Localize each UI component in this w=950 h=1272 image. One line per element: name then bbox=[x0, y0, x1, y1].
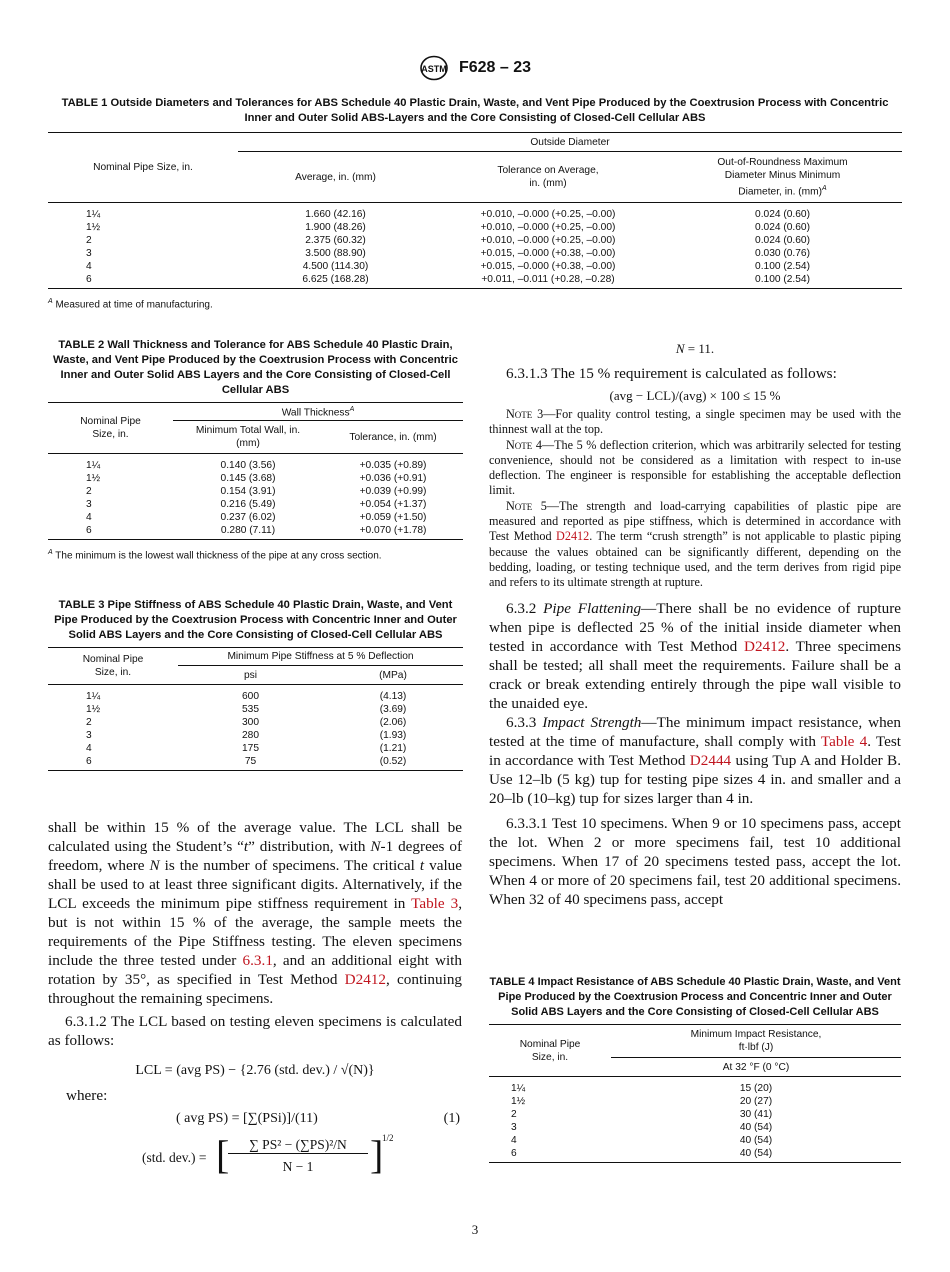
table-cell-size: 2 bbox=[86, 235, 92, 246]
equation-n-11: N = 11. bbox=[675, 341, 715, 356]
table-cell-psi: 600 bbox=[242, 691, 259, 702]
table-1-footnote: $^A$ Measured at time of manufacturing. bbox=[48, 298, 213, 311]
table-cell-size: 3 bbox=[511, 1122, 517, 1133]
table-cell-size: 1¼ bbox=[511, 1083, 526, 1094]
table-cell-tol: +0.010, –0.000 (+0.25, –0.00) bbox=[480, 222, 616, 233]
table-row bbox=[48, 472, 463, 485]
table-cell-mpa: (1.21) bbox=[379, 743, 407, 754]
table-cell-size: 6 bbox=[48, 524, 173, 540]
t3-col-mpa: (MPa) bbox=[323, 666, 463, 685]
table-row bbox=[48, 729, 463, 742]
note-5: Note 5—The strength and load-carrying capabilities of plastic pipe are measured and reported as pipe stiffness, which is determined in accordance with Test Method D2412. The term “crush strength” is not applicable to plastic piping because the values obtained can be significantly different, depending on the bedding, loading, or testing technique used, and the term derives from rigid pipe and refers to its ultimate strength at rupture. bbox=[489, 498, 902, 590]
table-cell-min: 0.145 (3.68) bbox=[220, 473, 276, 484]
t4-col-size: Nominal Pipe Size, in. bbox=[489, 1025, 611, 1077]
table-cell-size: 1¼ bbox=[86, 460, 101, 471]
table-cell-tol: +0.070 (+1.78) bbox=[323, 524, 463, 540]
paragraph-6-3-1-2: 6.3.1.2 The LCL based on testing eleven specimens is calculated as follows: bbox=[48, 1013, 462, 1049]
paragraph-6-3-3: 6.3.3 Impact Strength—The minimum impact resistance, when tested at the time of manufacture, shall comply with Table 4. Test in accordance with Test Method D2444 using Tup A and Holder B. Use 12–lb (5 kg) tup for testing pipe sizes 4 in. and smaller and a 20–lb (10–kg) tup for sizes larger than 4 in. bbox=[489, 713, 902, 807]
table-4-caption: TABLE 4 Impact Resistance of ABS Schedule 40 Plastic Drain, Waste, and Vent Pipe Produced by the Coextrusion Process and Concentric Inner and Outer Solid ABS Layers and the Core Consisting of Closed-Cell Cellular ABS bbox=[489, 976, 901, 1018]
table-2-block bbox=[48, 338, 463, 562]
t2-col-tol: Tolerance, in. (mm) bbox=[323, 421, 463, 454]
table-row bbox=[48, 485, 463, 498]
table-cell-min: 0.237 (6.02) bbox=[220, 512, 276, 523]
table-cell-size: 3 bbox=[86, 730, 92, 741]
table-row bbox=[48, 755, 463, 771]
link-d2444[interactable]: D2444 bbox=[689, 751, 732, 769]
table-row bbox=[489, 1134, 901, 1147]
table-cell-size: 3 bbox=[86, 499, 92, 510]
table-3 bbox=[48, 647, 463, 771]
table-cell-size: 4 bbox=[511, 1135, 517, 1146]
table-cell-avg: 4.500 (114.30) bbox=[302, 261, 369, 272]
document-id: F628 – 23 bbox=[458, 59, 532, 76]
equation-number: (1) bbox=[443, 1111, 460, 1126]
table-row bbox=[48, 716, 463, 729]
paragraph-6-3-1-3: 6.3.1.3 The 15 % requirement is calculated as follows: bbox=[506, 365, 837, 382]
paragraph-6-3-3-1: 6.3.3.1 Test 10 specimens. When 9 or 10 specimens pass, accept the lot. When 2 or more specimens fail, test 10 additional specimens. When 17 of 20 specimens tested pass, accept the lot. When 4 or more of 20 specimens fail, test 20 additional specimens. When 32 of 40 specimens pass, accept bbox=[489, 814, 901, 908]
table-cell-size: 1½ bbox=[86, 704, 101, 715]
table-row bbox=[48, 203, 902, 222]
equation-lcl: LCL = (avg PS) − {2.76 (std. dev.) / √(N)} bbox=[135, 1063, 375, 1078]
table-2-caption: TABLE 2 Wall Thickness and Tolerance for ABS Schedule 40 Plastic Drain, Waste, and Vent Pipe Produced by the Coextrusion Process with Concentric Inner and Outer Solid ABS Layers and the Core Consisting of Closed-Cell Cellular ABS bbox=[53, 339, 458, 396]
equation-15-percent: (avg − LCL)/(avg) × 100 ≤ 15 % bbox=[609, 388, 781, 403]
table-cell-avg: 1.660 (42.16) bbox=[305, 209, 366, 220]
table-row bbox=[48, 234, 902, 247]
table-cell-avg: 3.500 (88.90) bbox=[305, 248, 366, 259]
table-cell-size: 2 bbox=[86, 486, 92, 497]
paragraph-6-3-2: 6.3.2 Pipe Flattening—There shall be no evidence of rupture when pipe is deflected 25 % of the initial inside diameter when tested in accordance with Test Method D2412. Three specimens shall be tested; all shall meet the requirements. Failure shall be a crack or break extending entirely through the pipe wall visible to the unaided eye. bbox=[489, 599, 901, 712]
svg-text:ASTM: ASTM bbox=[421, 64, 447, 74]
table-cell-tol: +0.011, –0.011 (+0.28, –0.28) bbox=[433, 273, 663, 289]
link-6-3-1[interactable]: 6.3.1 bbox=[242, 952, 273, 969]
table-cell-mpa: (2.06) bbox=[379, 717, 407, 728]
table-row bbox=[48, 742, 463, 755]
table-cell-size: 1½ bbox=[86, 473, 101, 484]
t1-col-avg: Average, in. (mm) bbox=[238, 152, 433, 203]
table-cell-size: 2 bbox=[511, 1109, 517, 1120]
table-row bbox=[489, 1108, 901, 1121]
table-cell-psi: 75 bbox=[178, 755, 323, 771]
table-cell-oor: 0.024 (0.60) bbox=[755, 209, 810, 220]
table-cell-oor: 0.100 (2.54) bbox=[755, 261, 810, 272]
t4-group-header: Minimum Impact Resistance, ft·lbf (J) bbox=[611, 1025, 901, 1058]
left-column-text bbox=[48, 818, 462, 1185]
equation-avg-ps: ( avg PS) = [∑(PSi)]/(11) (1) bbox=[176, 1111, 460, 1126]
table-cell-psi: 300 bbox=[242, 717, 259, 728]
table-cell-psi: 280 bbox=[242, 730, 259, 741]
t4-subheader: At 32 °F (0 °C) bbox=[611, 1058, 901, 1077]
table-cell-psi: 535 bbox=[242, 704, 259, 715]
table-row bbox=[48, 498, 463, 511]
table-cell-mpa: (4.13) bbox=[379, 691, 407, 702]
page-number: 3 bbox=[471, 1222, 479, 1237]
table-cell-mpa: (3.69) bbox=[379, 704, 407, 715]
table-cell-avg: 1.900 (48.26) bbox=[305, 222, 366, 233]
table-cell-size: 1½ bbox=[86, 222, 101, 233]
table-cell-avg: 6.625 (168.28) bbox=[238, 273, 433, 289]
table-row bbox=[48, 221, 902, 234]
t2-col-size: Nominal Pipe Size, in. bbox=[48, 403, 173, 454]
table-row bbox=[489, 1077, 901, 1096]
table-row bbox=[48, 703, 463, 716]
table-cell-oor: 0.024 (0.60) bbox=[755, 222, 810, 233]
table-row bbox=[48, 524, 463, 540]
table-row bbox=[489, 1121, 901, 1134]
t2-col-min: Minimum Total Wall, in. (mm) bbox=[173, 421, 323, 454]
table-cell-val: 30 (41) bbox=[739, 1109, 773, 1120]
t1-group-header: Outside Diameter bbox=[238, 133, 902, 152]
table-cell-size: 4 bbox=[86, 512, 92, 523]
table-cell-min: 0.140 (3.56) bbox=[220, 460, 276, 471]
table-cell-tol: +0.035 (+0.89) bbox=[359, 460, 427, 471]
where-label: where: bbox=[66, 1087, 108, 1104]
table-cell-tol: +0.039 (+0.99) bbox=[359, 486, 427, 497]
link-table-3[interactable]: Table 3 bbox=[411, 895, 459, 912]
page-header bbox=[0, 55, 950, 83]
table-cell-size: 4 bbox=[86, 261, 92, 272]
table-4 bbox=[489, 1024, 901, 1163]
table-cell-size: 6 bbox=[48, 755, 178, 771]
t1-col-size: Nominal Pipe Size, in. bbox=[48, 133, 238, 203]
table-cell-size: 1½ bbox=[511, 1096, 526, 1107]
table-1 bbox=[48, 132, 902, 289]
link-d2412-632[interactable]: D2412 bbox=[743, 637, 786, 655]
right-column-text bbox=[489, 338, 901, 909]
table-cell-val: 20 (27) bbox=[739, 1096, 773, 1107]
table-row bbox=[48, 273, 902, 289]
table-row bbox=[48, 511, 463, 524]
table-cell-tol: +0.010, –0.000 (+0.25, –0.00) bbox=[480, 235, 616, 246]
table-4-block bbox=[489, 975, 901, 1163]
table-cell-mpa: (0.52) bbox=[323, 755, 463, 771]
table-cell-size: 1¼ bbox=[86, 691, 101, 702]
t3-group-header: Minimum Pipe Stiffness at 5 % Deflection bbox=[178, 648, 463, 666]
table-3-block bbox=[48, 598, 463, 771]
table-row bbox=[489, 1095, 901, 1108]
table-cell-tol: +0.054 (+1.37) bbox=[359, 499, 427, 510]
table-cell-val: 40 (54) bbox=[611, 1147, 901, 1163]
table-row bbox=[48, 260, 902, 273]
table-cell-oor: 0.100 (2.54) bbox=[663, 273, 902, 289]
table-1-block bbox=[48, 96, 902, 311]
table-2 bbox=[48, 402, 463, 540]
table-cell-val: 40 (54) bbox=[739, 1135, 773, 1146]
table-cell-psi: 175 bbox=[242, 743, 259, 754]
table-cell-tol: +0.015, –0.000 (+0.38, –0.00) bbox=[480, 261, 616, 272]
table-row bbox=[48, 454, 463, 473]
table-cell-mpa: (1.93) bbox=[379, 730, 407, 741]
table-cell-size: 2 bbox=[86, 717, 92, 728]
table-cell-tol: +0.059 (+1.50) bbox=[359, 512, 427, 523]
link-d2412[interactable]: D2412 bbox=[344, 971, 387, 988]
link-table-4[interactable]: Table 4 bbox=[820, 732, 868, 750]
paragraph-lcl-intro: shall be within 15 % of the average value. The LCL shall be calculated using the Student’s “t” distribution, with N-1 degrees of freedom, where N is the number of specimens. The critical t value shall be used to at least three significant digits. Alternatively, if the LCL exceeds the minimum pipe stiffness requirement in Table 3, but is not within 15 % of the average, the sample meets the requirements of the Pipe Stiffness testing. The eleven specimens include the three tested under 6.3.1, and an additional eight with rotation by 35°, as specified in Test Method D2412, continuing throughout the remaining specimens. bbox=[48, 819, 463, 1007]
table-cell-size: 4 bbox=[86, 743, 92, 754]
note-3: Note 3—For quality control testing, a single specimen may be used with the thinnest wall at the top. bbox=[489, 407, 901, 437]
table-cell-val: 15 (20) bbox=[739, 1083, 773, 1094]
t2-group-header: Wall Thickness$^A$ bbox=[173, 403, 463, 421]
table-cell-size: 6 bbox=[489, 1147, 611, 1163]
table-row bbox=[48, 247, 902, 260]
table-cell-size: 1¼ bbox=[86, 209, 101, 220]
table-cell-min: 0.216 (5.49) bbox=[220, 499, 276, 510]
table-cell-tol: +0.015, –0.000 (+0.38, –0.00) bbox=[480, 248, 616, 259]
t3-col-psi: psi bbox=[178, 666, 323, 685]
equation-std-dev: (std. dev.) = [ ∑ PS² − (∑PS)²/N N − 1 ] 1/2 bbox=[142, 1132, 394, 1177]
t1-col-tol: Tolerance on Average, in. (mm) bbox=[433, 152, 663, 203]
table-cell-size: 3 bbox=[86, 248, 92, 259]
table-cell-avg: 2.375 (60.32) bbox=[305, 235, 366, 246]
table-cell-oor: 0.024 (0.60) bbox=[755, 235, 810, 246]
link-d2412-note5[interactable]: D2412 bbox=[556, 529, 590, 544]
table-row bbox=[489, 1147, 901, 1163]
table-1-caption: TABLE 1 Outside Diameters and Tolerances for ABS Schedule 40 Plastic Drain, Waste, and Vent Pipe Produced by the Coextrusion Process with Concentric Inner and Outer Solid ABS-Layers and the Core Consisting of Closed-Cell Cellular ABS bbox=[61, 97, 889, 124]
note-4: Note 4—The 5 % deflection criterion, which was arbitrarily selected for testing convenience, should not be considered as a limitation with respect to in-use deflection. The engineer is responsible for establishing the acceptable deflection limit. bbox=[489, 437, 901, 498]
table-cell-oor: 0.030 (0.76) bbox=[755, 248, 810, 259]
table-cell-val: 40 (54) bbox=[739, 1122, 773, 1133]
table-cell-size: 6 bbox=[48, 273, 238, 289]
table-row bbox=[48, 685, 463, 704]
table-2-footnote: $^A$ The minimum is the lowest wall thickness of the pipe at any cross section. bbox=[48, 549, 382, 562]
t3-col-size: Nominal Pipe Size, in. bbox=[48, 648, 178, 685]
table-cell-tol: +0.036 (+0.91) bbox=[359, 473, 427, 484]
table-cell-min: 0.280 (7.11) bbox=[173, 524, 323, 540]
table-cell-min: 0.154 (3.91) bbox=[220, 486, 276, 497]
table-3-caption: TABLE 3 Pipe Stiffness of ABS Schedule 40 Plastic Drain, Waste, and Vent Pipe Produced by the Coextrusion Process with Concentric Inner and Outer Solid ABS Layers and the Core Consisting of Closed-Cell Cellular ABS bbox=[54, 599, 457, 641]
astm-logo-icon bbox=[419, 55, 449, 81]
table-cell-tol: +0.010, –0.000 (+0.25, –0.00) bbox=[480, 209, 616, 220]
t1-col-oor: Out-of-Roundness Maximum Diameter Minus Minimum Diameter, in. (mm)$^A$ bbox=[663, 152, 902, 203]
